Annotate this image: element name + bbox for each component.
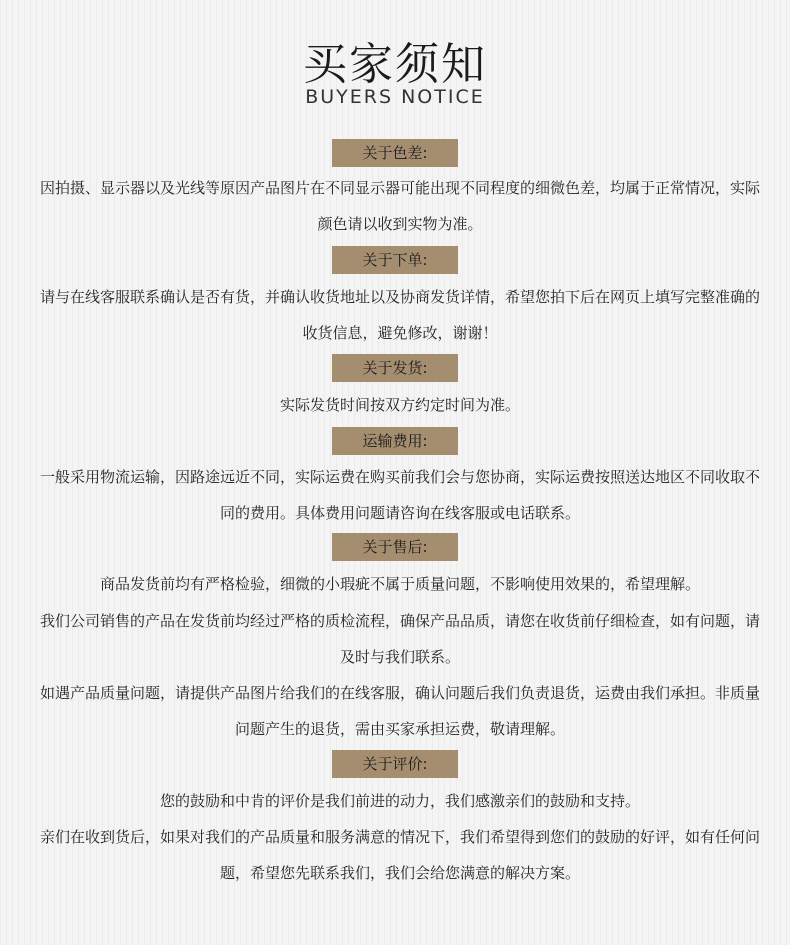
- paragraph-reviews-2: 亲们在收到货后，如果对我们的产品质量和服务满意的情况下，我们希望得到您们的鼓励的好评，如有任何问题，希望您先联系我们，我们会给您满意的解决方案。: [39, 828, 760, 882]
- page-title: 买家须知: [303, 39, 487, 90]
- paragraph-ordering: 请与在线客服联系确认是否有货，并确认收货地址以及协商发货详情，希望您拍下后在网页上填写完整准确的收货信息，避免修改，谢谢！: [39, 288, 760, 342]
- section-heading-after-sales: [0, 533, 790, 561]
- paragraph-reviews-1: 您的鼓励和中肯的评价是我们前进的动力，我们感激亲们的鼓励和支持。: [159, 792, 640, 810]
- section-heading-color-difference: [0, 139, 790, 167]
- section-heading-freight: [0, 427, 790, 455]
- paragraph-shipping: 实际发货时间按双方约定时间为准。: [279, 396, 520, 414]
- paragraph-after-sales-3: 如遇产品质量问题，请提供产品图片给我们的在线客服，确认问题后我们负责退货，运费由我们承担。非质量问题产生的退货，需由买家承担运费，敬请理解。: [39, 684, 760, 738]
- paragraph-after-sales-2: 我们公司销售的产品在发货前均经过严格的质检流程，确保产品品质，请您在收货前仔细检查，如有问题，请及时与我们联系。: [39, 612, 760, 666]
- section-heading-label: 关于售后:: [332, 533, 458, 561]
- section-heading-label: 关于评价:: [332, 750, 458, 778]
- paragraph-after-sales-1: 商品发货前均有严格检验，细微的小瑕疵不属于质量问题，不影响使用效果的，希望理解。: [99, 575, 700, 593]
- section-heading-label: 关于下单:: [332, 246, 458, 274]
- section-heading-shipping: [0, 354, 790, 382]
- section-heading-label: 关于发货:: [332, 354, 458, 382]
- page-subtitle: BUYERS NOTICE: [305, 86, 485, 108]
- paragraph-color-difference: 因拍摄、显示器以及光线等原因产品图片在不同显示器可能出现不同程度的细微色差，均属于正常情况，实际颜色请以收到实物为准。: [39, 179, 760, 233]
- section-heading-reviews: [0, 750, 790, 778]
- section-heading-ordering: [0, 246, 790, 274]
- section-heading-label: 运输费用:: [332, 427, 458, 455]
- paragraph-freight: 一般采用物流运输，因路途远近不同，实际运费在购买前我们会与您协商，实际运费按照送达地区不同收取不同的费用。具体费用问题请咨询在线客服或电话联系。: [39, 468, 760, 522]
- section-heading-label: 关于色差:: [332, 139, 458, 167]
